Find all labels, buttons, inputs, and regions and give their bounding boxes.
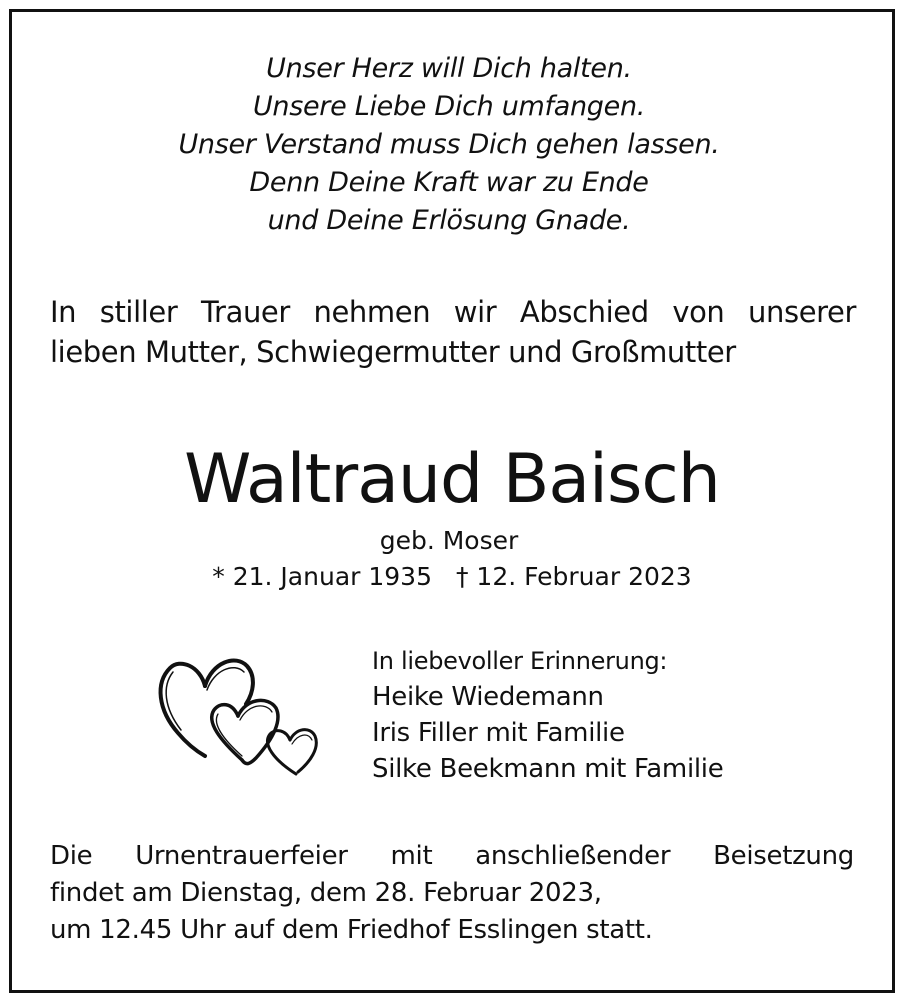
mourner-name: Silke Beekmann mit Familie (372, 754, 724, 784)
funeral-line: um 12.45 Uhr auf dem Friedhof Esslingen statt. (50, 915, 653, 945)
poem-line: Unsere Liebe Dich umfangen. (252, 91, 646, 122)
funeral-line: Die Urnentrauerfeier mit anschließender Beisetzung (50, 841, 854, 871)
intro-line: In stiller Trauer nehmen wir Abschied von unserer (50, 295, 856, 329)
mourner-name: Iris Filler mit Familie (372, 718, 625, 748)
intro-line: lieben Mutter, Schwiegermutter und Großmutter (50, 335, 736, 369)
poem-line: Denn Deine Kraft war zu Ende (249, 167, 649, 198)
life-dates (0, 560, 904, 594)
death-date: † 12. Februar 2023 (455, 562, 692, 591)
deceased-name: Waltraud Baisch (184, 440, 720, 519)
poem-line: und Deine Erlösung Gnade. (267, 205, 631, 236)
mourner-name: Heike Wiedemann (372, 682, 604, 712)
maiden-name: geb. Moser (379, 526, 519, 555)
three-hearts-icon (150, 648, 325, 778)
funeral-line: findet am Dienstag, dem 28. Februar 2023, (50, 878, 602, 908)
mourners-block (372, 645, 832, 787)
poem (0, 50, 898, 240)
birth-date: * 21. Januar 1935 (212, 562, 432, 591)
intro-text (50, 292, 856, 372)
mourners-heading: In liebevoller Erinnerung: (372, 647, 668, 675)
funeral-info (50, 838, 854, 949)
poem-line: Unser Herz will Dich halten. (266, 53, 632, 84)
poem-line: Unser Verstand muss Dich gehen lassen. (178, 129, 720, 160)
